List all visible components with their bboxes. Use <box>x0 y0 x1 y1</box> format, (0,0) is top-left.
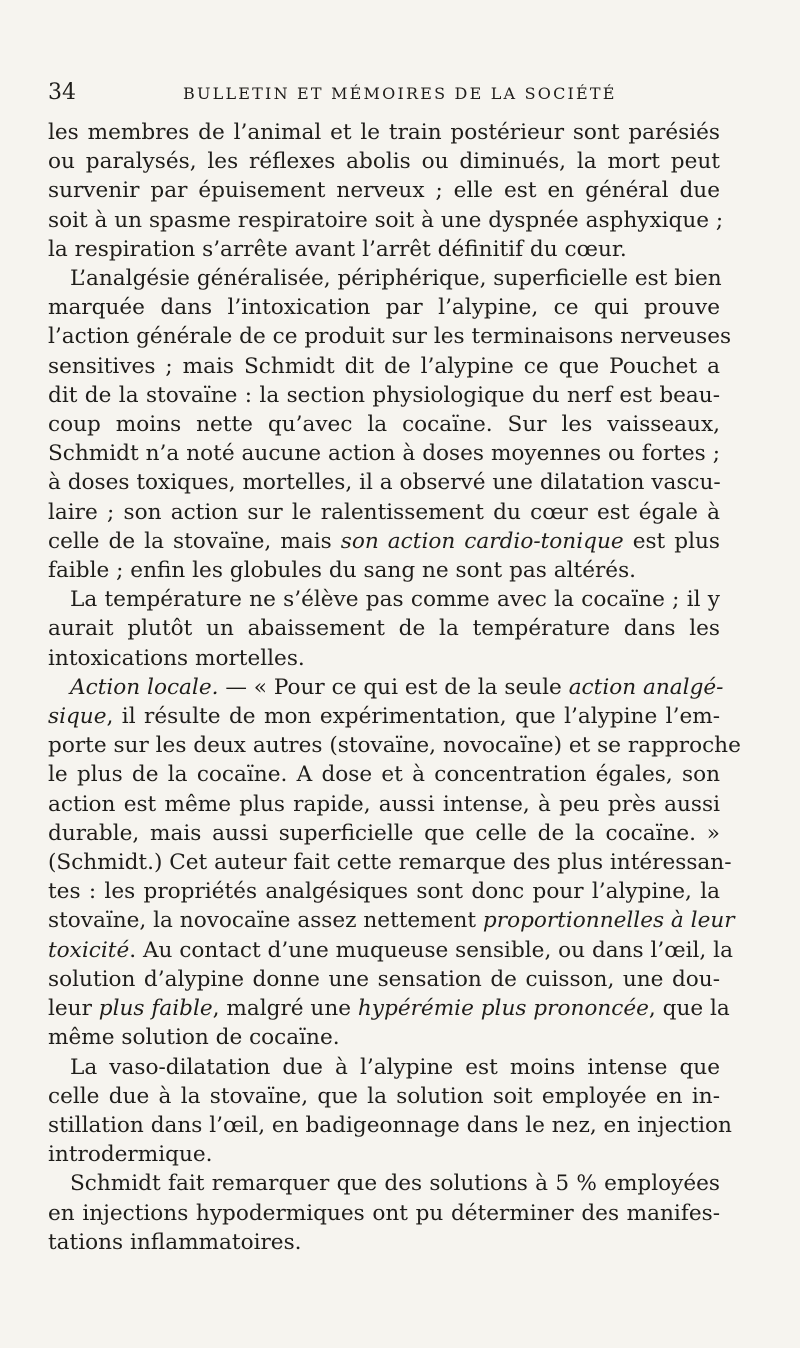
paragraph-1 <box>48 118 724 264</box>
text-line: même solution de cocaïne. <box>48 1025 340 1051</box>
text-line: survenir par épuisement nerveux ; elle est en général due <box>48 178 720 204</box>
text-line: faible ; enfin les globules du sang ne sont pas altérés. <box>48 558 637 584</box>
text-line: ou paralysés, les réflexes abolis ou diminués, la mort peut <box>48 149 720 175</box>
text-line: celle due à la stovaïne, que la solution soit employée en in- <box>48 1083 720 1109</box>
paragraph-5 <box>48 1053 732 1170</box>
text-line: à doses toxiques, mortelles, il a observé une dilatation vascu- <box>48 470 721 496</box>
text-line: soit à un spasme respiratoire soit à une dyspnée asphyxique ; <box>48 207 724 233</box>
running-title: BULLETIN ET MÉMOIRES DE LA SOCIÉTÉ <box>183 84 617 103</box>
text-line: en injections hypodermiques ont pu déterminer des manifes- <box>48 1200 720 1226</box>
paragraph-4 <box>48 673 741 1053</box>
page-header <box>48 80 738 114</box>
text-line: Schmidt fait remarquer que des solutions à 5 % employées <box>70 1171 720 1197</box>
text-line: stillation dans l’œil, en badigeonnage dans le nez, en injection <box>48 1112 732 1138</box>
text-line: aurait plutôt un abaissement de la température dans les <box>48 616 720 642</box>
text-segment: . Au contact d’une muqueuse sensible, ou dans l’œil, la <box>129 937 733 963</box>
text-line: (Schmidt.) Cet auteur fait cette remarque des plus intéressan- <box>48 850 732 876</box>
text-line: tes : les propriétés analgésiques sont donc pour l’alypine, la <box>48 879 720 905</box>
text-segment: est plus <box>623 528 721 554</box>
text-line: sensitives ; mais Schmidt dit de l’alypine ce que Pouchet a <box>48 353 720 379</box>
text-line <box>48 702 720 731</box>
italic-text: hypérémie plus prononcée <box>357 996 649 1022</box>
text-line: action est même plus rapide, aussi intense, à peu près aussi <box>48 791 720 817</box>
paragraph-3 <box>48 585 720 673</box>
text-line: solution d’alypine donne une sensation de cuisson, une dou- <box>48 966 720 992</box>
text-line: intoxications mortelles. <box>48 645 305 671</box>
italic-text: proportionnelles à leur <box>482 908 735 934</box>
text-line: les membres de l’animal et le train postérieur sont parésiés <box>48 120 720 145</box>
text-segment: , il résulte de mon expérimentation, que l’alypine l’em- <box>106 704 720 730</box>
text-line: coup moins nette qu’avec la cocaïne. Sur les vaisseaux, <box>48 412 720 438</box>
text-line: l’action générale de ce produit sur les terminaisons nerveuses <box>48 324 732 350</box>
italic-text: sique <box>48 704 107 730</box>
page-number: 34 <box>48 80 76 105</box>
text-segment: , que la <box>648 996 730 1022</box>
text-line: introdermique. <box>48 1142 213 1168</box>
text-segment: , malgré une <box>212 996 358 1022</box>
text-line: L’analgésie généralisée, périphérique, superficielle est bien <box>70 266 722 292</box>
text-line <box>48 936 733 965</box>
text-line: Schmidt n’a noté aucune action à doses moyennes ou fortes ; <box>48 441 720 467</box>
text-line: le plus de la cocaïne. A dose et à concentration égales, son <box>48 762 720 788</box>
text-line: durable, mais aussi superficielle que celle de la cocaïne. » <box>48 820 720 846</box>
text-segment: — « Pour ce qui est de la seule <box>218 674 569 700</box>
text-line <box>48 994 730 1023</box>
text-line: la respiration s’arrête avant l’arrêt définitif du cœur. <box>48 236 627 262</box>
text-line: marquée dans l’intoxication par l’alypine, ce qui prouve <box>48 295 720 321</box>
text-line: tations inflammatoires. <box>48 1229 302 1255</box>
section-heading: Action locale. <box>70 674 219 700</box>
paragraph-6 <box>48 1169 720 1257</box>
italic-text: plus faible <box>98 996 213 1022</box>
paragraph-2 <box>48 264 732 585</box>
text-line: laire ; son action sur le ralentissement du cœur est égale à <box>48 499 720 525</box>
text-segment: celle de la stovaïne, mais <box>48 528 341 554</box>
text-segment: stovaïne, la novocaïne assez nettement <box>48 908 483 934</box>
italic-text: toxicité <box>48 937 130 963</box>
text-line: porte sur les deux autres (stovaïne, novocaïne) et se rapproche <box>48 733 741 759</box>
text-line <box>48 527 720 556</box>
text-line: dit de la stovaïne : la section physiologique du nerf est beau- <box>48 382 720 408</box>
italic-text: son action cardio-tonique <box>340 528 624 554</box>
text-line: La température ne s’élève pas comme avec la cocaïne ; il y <box>70 587 720 613</box>
text-line: La vaso-dilatation due à l’alypine est moins intense que <box>70 1054 720 1080</box>
italic-text: action analgé- <box>568 674 724 700</box>
text-segment: leur <box>48 996 99 1022</box>
body-text <box>48 118 741 1257</box>
text-line <box>48 906 735 935</box>
text-line <box>48 673 724 702</box>
